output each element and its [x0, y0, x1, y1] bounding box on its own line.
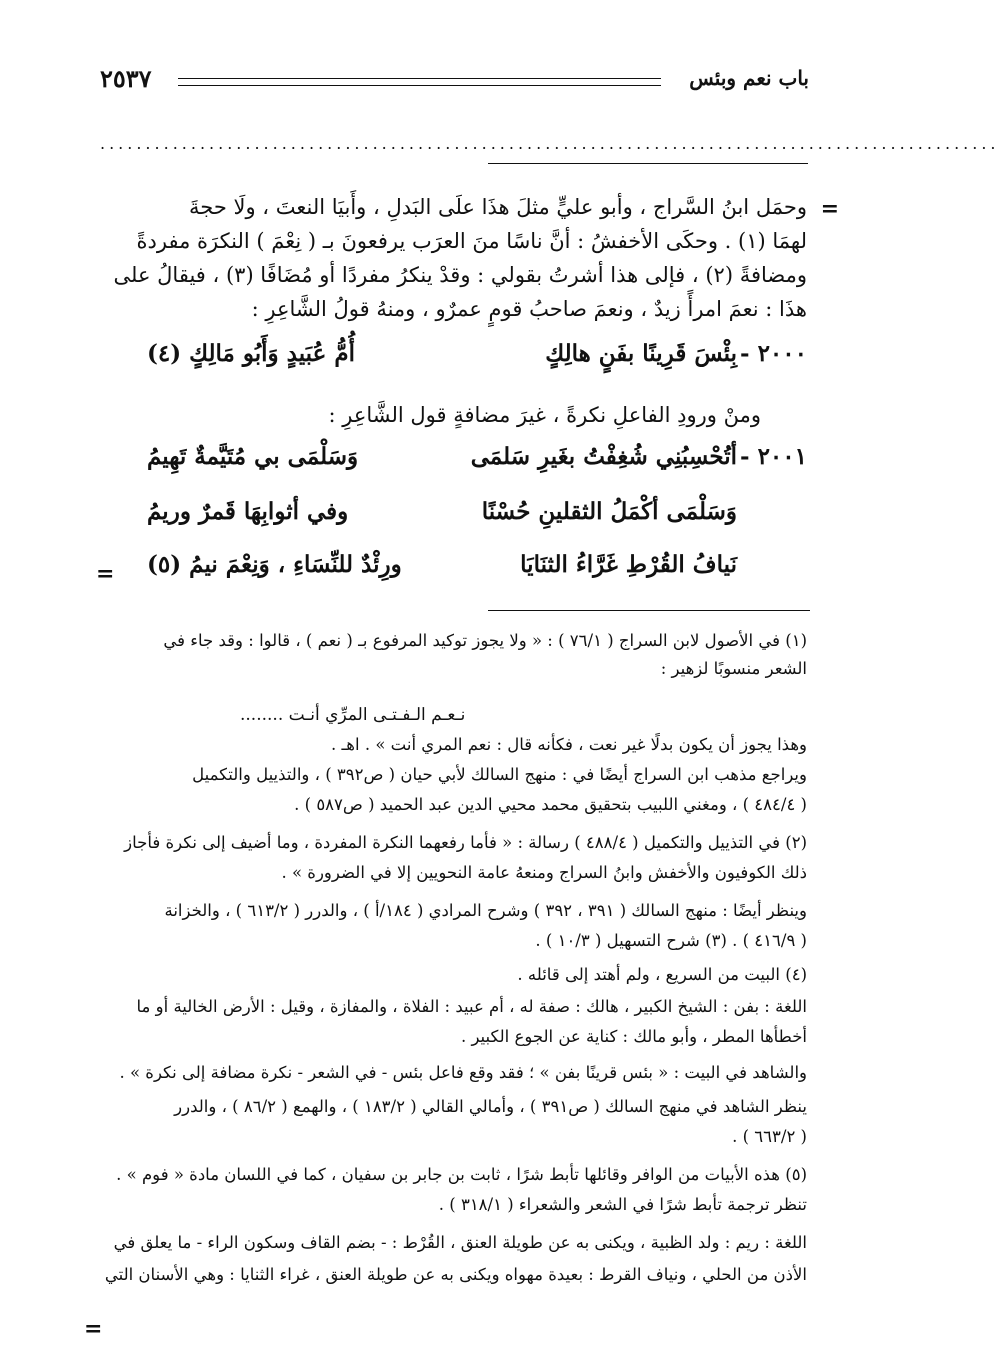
footnote-quoted-verse: نـعـم الـفـتـى المرِّي أنـت ........	[240, 705, 466, 725]
footnote-line: ويراجع مذهب ابن السراج أيضًا في : منهج السالك لأبي حيان ( ص٣٩٢ ) ، والتذييل والتكميل	[192, 765, 807, 784]
continuation-marker-right: =	[820, 196, 839, 222]
footnote-line: اللغة : بفن : الشيخ الكبير ، هالك : صفة له ، أم عبيد : الفلاة ، والمفازة ، وقيل : الأرض الخالية أو ما	[136, 997, 807, 1016]
page-number: ٢٥٣٧	[100, 64, 152, 93]
main-text-line: ومضافةً (٢) ، فإلى هذا أشرتُ بقولي : وقدْ ينكرُ مفردًا أو مُضَافًا (٣) ، فيقالُ على	[113, 263, 807, 287]
footnote-line: (٤) البيت من السريع ، ولم أهتد إلى قائله .	[517, 965, 807, 984]
verse-number: ٢٠٠٠ -	[740, 340, 807, 367]
footnote-line: ( ٦٦٣/٢ ) .	[732, 1127, 807, 1146]
verse-second-hemistich: ورِئْدٌ للنِّسَاءِ ، وَنِعْمَ نيمُ (٥)	[147, 551, 402, 578]
verse-first-hemistich: نَيافُ القُرْطِ غَرَّاءُ الثنَايَا	[520, 551, 737, 578]
main-text-line: هذَا : نعمَ امرأً زيدٌ ، ونعمَ صاحبُ قومٍ عمرٌو ، ومنهُ قولُ الشَّاعِرِ :	[251, 297, 807, 321]
footnote-line: (٥) هذه الأبيات من الوافر وقائلها تأبط شرًا ، ثابت بن جابر بن سفيان ، كما في اللسان مادة « فوم » .	[116, 1165, 807, 1184]
footnote-line: ( ٤٨٤/٤ ) ، ومغني اللبيب بتحقيق محمد محيي الدين عبد الحميد ( ص٥٨٧ ) .	[294, 795, 807, 814]
main-text-line: وحمَل ابنُ السَّراج ، وأبو عليٍّ مثلَ هذَا علَى البَدلِ ، وأَبيَا النعتَ ، ولَا حجةَ	[189, 195, 807, 219]
footnote-line: أخطأها المطر ، وأبو مالك : كناية عن الجوع الكبير .	[460, 1027, 807, 1046]
verse-2000	[147, 340, 807, 380]
verse-second-hemistich: أُمُّ عُبَيدٍ وَأَبُو مَالِكٍ (٤)	[147, 340, 355, 367]
page-header	[100, 66, 809, 96]
footnote-line: والشاهد في البيت : « بئس قرينًا بفن » ؛ فقد وقع فاعل بئس - في الشعر - نكرة مضافة إلى نكرة » .	[119, 1063, 807, 1082]
verse-number: ٢٠٠١ -	[740, 443, 807, 470]
top-short-rule	[488, 163, 808, 164]
footnote-continuation-marker: =	[84, 1316, 103, 1342]
verse-2001	[147, 443, 807, 483]
footnote-line: وهذا يجوز أن يكون بدلًا غير نعت ، فكأنه قال : نعم المري أنت » . اهـ .	[330, 735, 807, 754]
dotted-separator: ...................................................................................................	[100, 134, 1000, 153]
main-text-line: ومنْ ورودِ الفاعلِ نكرةً ، غيرَ مضافةٍ قول الشَّاعِرِ :	[328, 403, 761, 427]
verse-second-hemistich: وفي أثوابِهَا قَمرٌ وريمُ	[147, 498, 349, 525]
footnote-line: اللغة : ريم : ولد الظبية ، ويكنى به عن طويلة العنق ، القُرْط : - بضم القاف وسكون الراء - ما يعلق في	[113, 1233, 807, 1252]
footnote-line: ( ٤١٦/٩ ) . (٣) شرح التسهيل ( ١٠/٣ ) .	[535, 931, 807, 950]
verse-2001-line-2	[147, 498, 807, 538]
footnote-line: الأذن من الحلي ، ونياف القرط : بعيدة مهواه ويكنى به عن طويلة العنق ، غراء الثنايا : وهي الأسنان التي	[104, 1265, 807, 1284]
footnote-line: وينظر أيضًا : منهج السالك ( ٣٩١ ، ٣٩٢ ) وشرح المرادي ( ١٨٤/أ ) ، والدرر ( ٦١٣/٢ ) ، والخزانة	[164, 901, 807, 920]
footnote-line: ذلك الكوفيون والأخفش وابنُ السراج ومنعهُ عامة النحويين إلا في الضرورة » .	[281, 863, 807, 882]
verse-second-hemistich: وَسَلْمَى بي مُتَيَّمةٌ تَهِيمُ	[147, 443, 359, 470]
footnote-line: ينظر الشاهد في منهج السالك ( ص٣٩١ ) ، وأمالي القالي ( ١٨٣/٢ ) ، والهمع ( ٨٦/٢ ) ، والدرر	[174, 1097, 807, 1116]
footnote-line: (١) في الأصول لابن السراج ( ٧٦/١ ) : « ولا يجوز توكيد المرفوع بـ ( نعم ) ، قالوا : وقد جاء في	[163, 631, 807, 650]
verse-first-hemistich: بِئْسَ قَرِينًا بفَنٍ هالِكٍ	[545, 340, 737, 367]
verse-2001-line-3	[147, 551, 807, 591]
footnote-line: (٢) في التذييل والتكميل ( ٤٨٨/٤ ) رسالة : « فأما رفعهما النكرة المفردة ، وما أضيف إلى نكرة فأجاز	[124, 833, 807, 852]
main-text-line: لهمَا (١) . وحكَى الأخفشُ : أنَّ ناسًا منَ العرَب يرفعونَ بـ ( نِعْمَ ) النكرَة مفردةً	[136, 229, 807, 253]
verse-first-hemistich: أتُحْسِبُنِي شُغِفْتُ بغَيرِ سَلمَى	[470, 443, 737, 470]
header-double-rule	[178, 78, 661, 86]
chapter-title: باب نعم وبئس	[689, 66, 809, 90]
footnote-line: الشعر منسوبًا لزهير :	[660, 659, 807, 678]
continuation-marker-left: =	[96, 561, 115, 587]
footnote-separator-rule	[488, 610, 810, 611]
footnote-line: تنظر ترجمة تأبط شرًا في الشعر والشعراء ( ٣١٨/١ ) .	[438, 1195, 807, 1214]
verse-first-hemistich: وَسَلْمَى أكْمَلُ الثقلينِ حُسْنًا	[481, 498, 737, 525]
